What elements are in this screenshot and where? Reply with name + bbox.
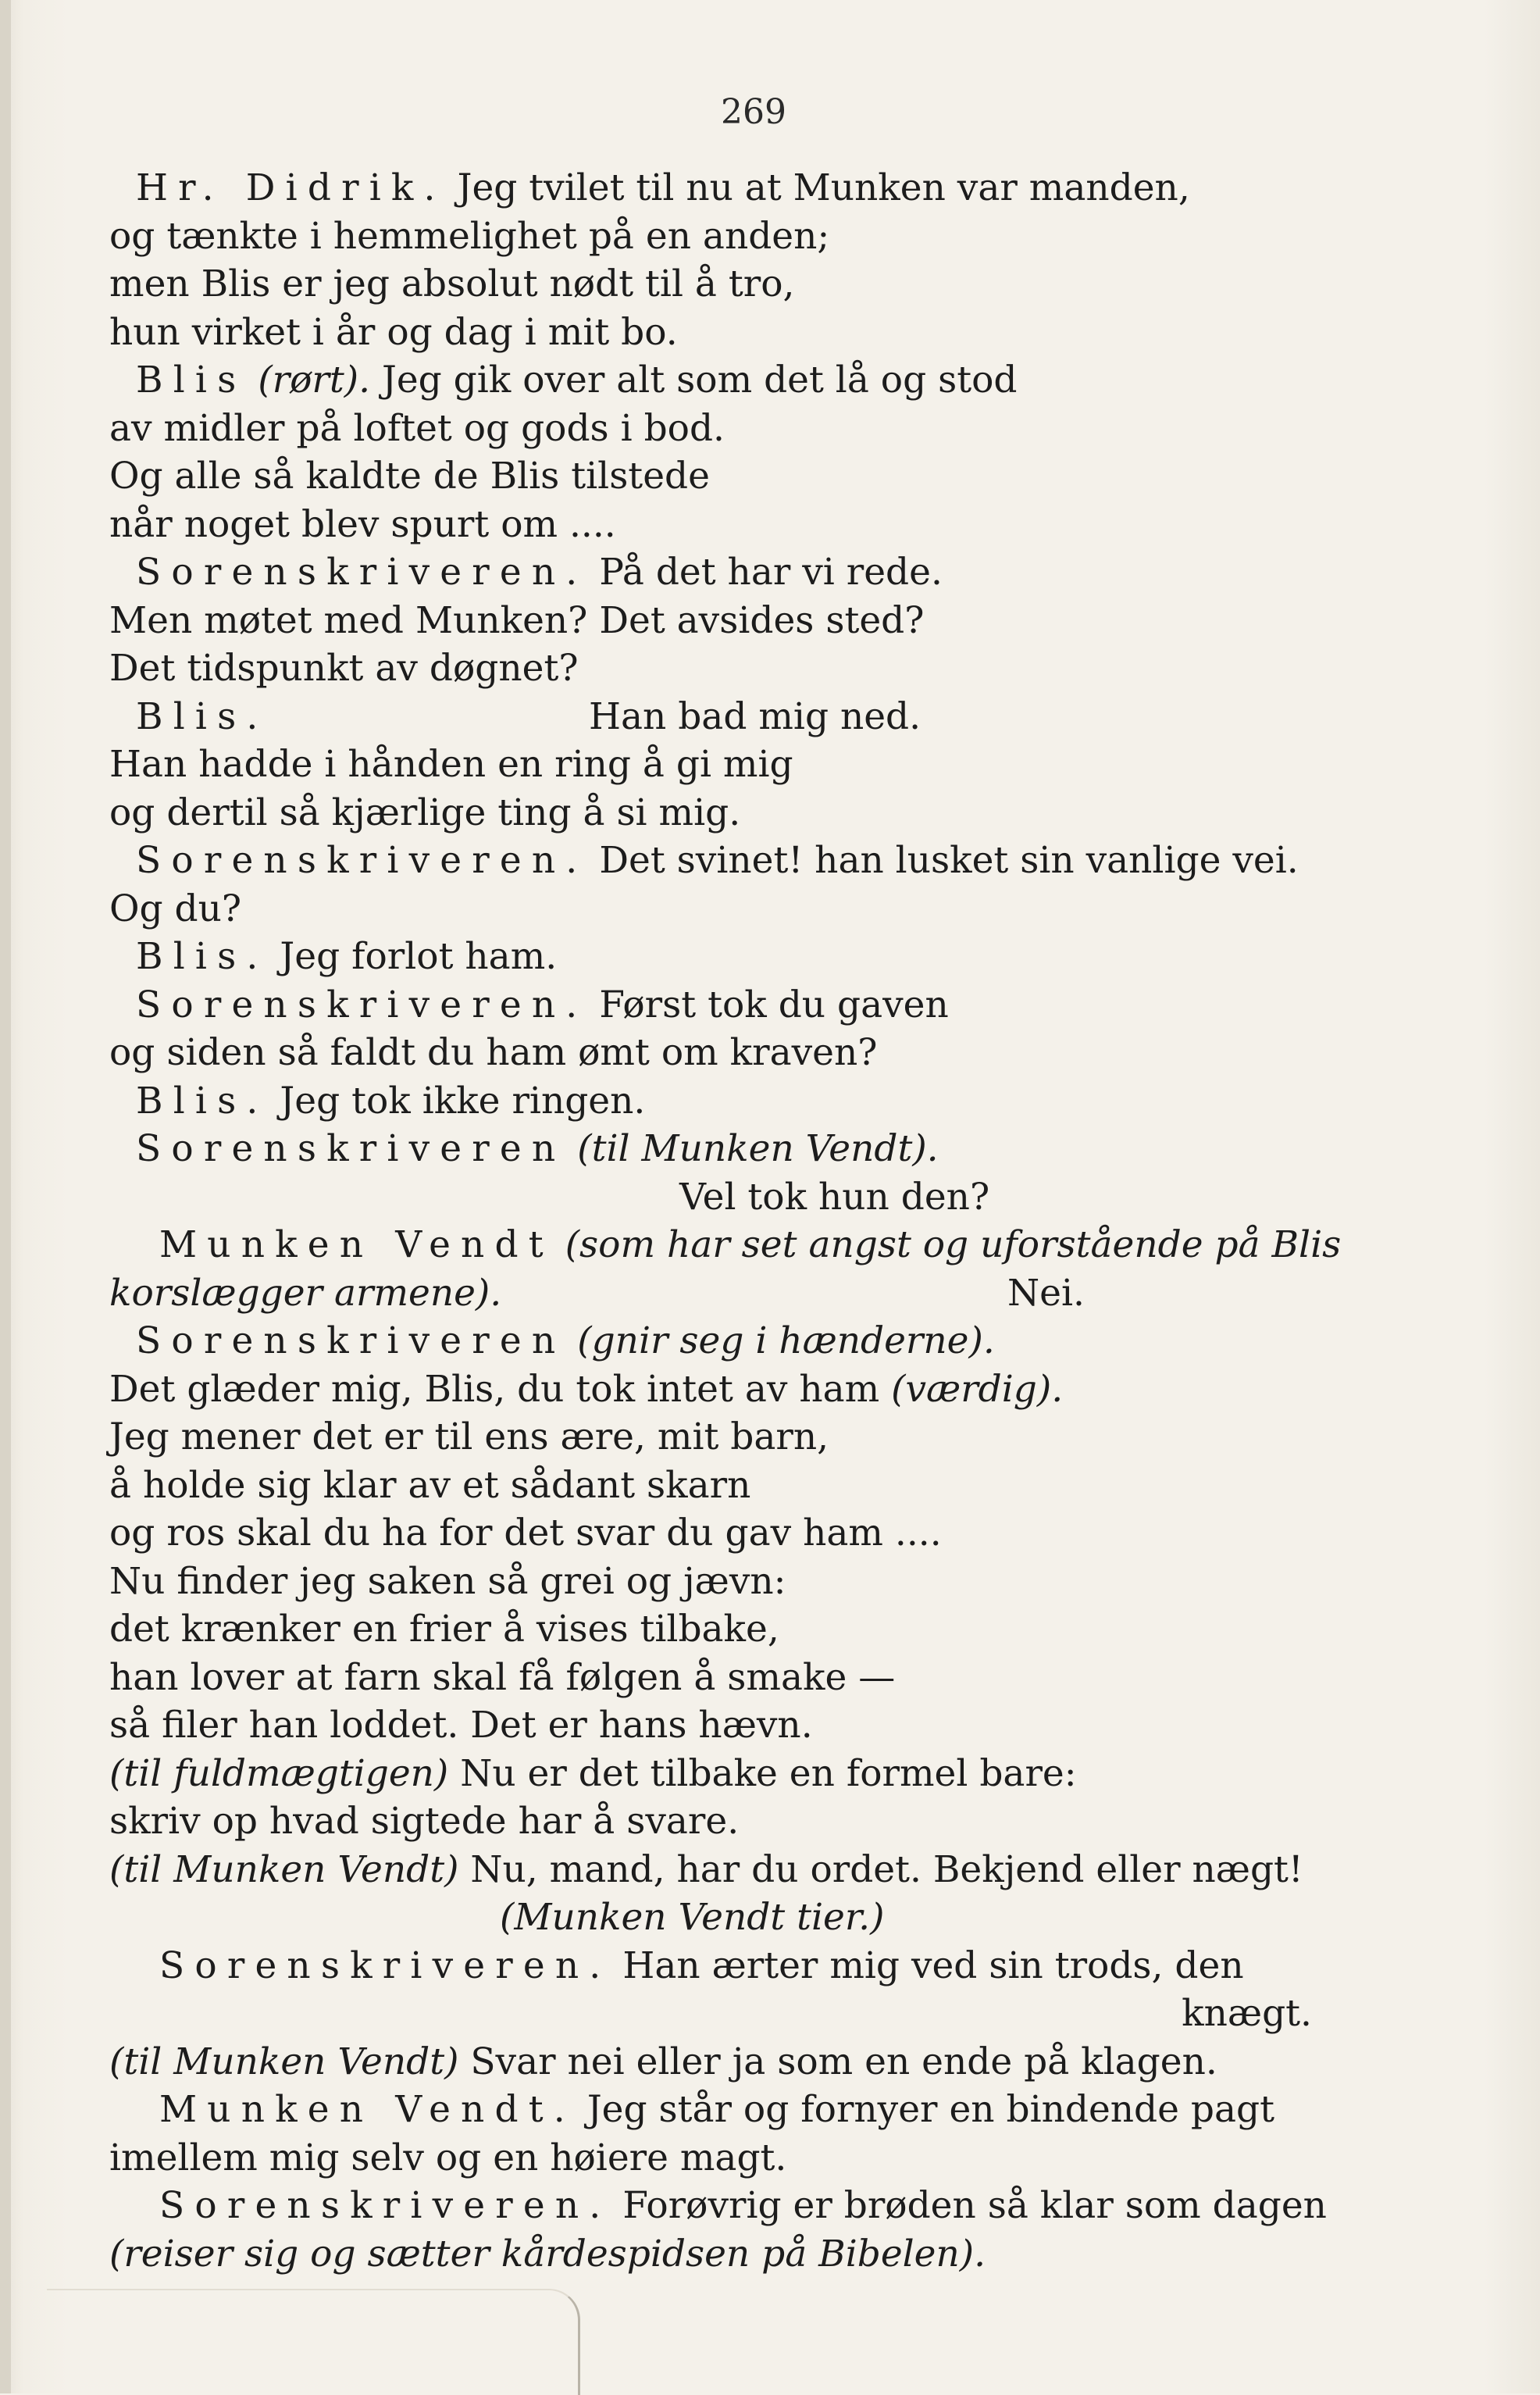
text-line: [109, 1173, 1328, 1222]
text-line: [109, 260, 1328, 309]
line-text: Han hadde i hånden en ring å gi mig: [109, 743, 793, 786]
text-line: [109, 1269, 1328, 1318]
stage-direction: (Munken Vendt tier.): [500, 1896, 885, 1939]
speaker-name: Blis.: [136, 1079, 269, 1123]
text-line: [109, 1846, 1328, 1894]
line-text: Nei.: [1007, 1271, 1085, 1315]
text-line: [109, 1701, 1328, 1750]
text-line: [109, 212, 1328, 261]
line-text: Jeg tok ikke ringen.: [268, 1079, 646, 1123]
line-text: og tænkte i hemmelighet på en anden;: [109, 214, 830, 258]
text-line: [109, 837, 1328, 885]
line-text: Først tok du gaven: [587, 983, 949, 1026]
text-line: [109, 1221, 1342, 1269]
speaker-name: Sorenskriveren: [136, 1319, 566, 1362]
line-text: og siden så faldt du ham ømt om kraven?: [109, 1031, 878, 1074]
stage-direction: (til fuldmægtigen): [109, 1751, 449, 1795]
line-text: Nu finder jeg saken så grei og jævn:: [109, 1559, 786, 1603]
text-line: [109, 1894, 1328, 1942]
line-text: og dertil så kjærlige ting å si mig.: [109, 791, 741, 834]
speaker-name: Blis.: [136, 694, 269, 738]
line-text: Og alle så kaldte de Blis tilstede: [109, 455, 710, 498]
text-line: [109, 2230, 1328, 2279]
text-line: [109, 2038, 1328, 2086]
line-text: Det tidspunkt av døgnet?: [109, 647, 579, 690]
line-text: når noget blev spurt om ....: [109, 502, 616, 546]
text-line: [109, 933, 1328, 981]
text-line: [109, 789, 1328, 837]
line-text: hun virket i år og dag i mit bo.: [109, 310, 678, 354]
text-line: [109, 548, 1328, 597]
text-line: [109, 1077, 1328, 1126]
speaker-name: Sorenskriveren.: [159, 2184, 611, 2227]
line-text: Han bad mig ned.: [589, 694, 922, 738]
text-line: [109, 1605, 1328, 1654]
line-text: så filer han loddet. Det er hans hævn.: [109, 1704, 813, 1747]
line-text: Nu er det tilbake en formel bare:: [448, 1751, 1077, 1795]
text-line: [109, 356, 1328, 405]
stage-direction: (gnir seg i hænderne).: [565, 1319, 995, 1362]
line-text: av midler på loftet og gods i bod.: [109, 406, 725, 450]
line-text: Vel tok hun den?: [679, 1175, 990, 1219]
text-line: [109, 501, 1328, 549]
text-line: [109, 885, 1328, 933]
speaker-name: Sorenskriveren.: [159, 1943, 611, 1987]
stage-direction: (rørt).: [246, 359, 371, 402]
line-text: Forøvrig er brøden så klar som dagen: [611, 2184, 1327, 2227]
stage-direction: (til Munken Vendt).: [565, 1127, 939, 1170]
text-line: [109, 1942, 1328, 1990]
play-text: [109, 164, 1342, 2278]
line-text: imellem mig selv og en høiere magt.: [109, 2136, 787, 2179]
text-line: [109, 1797, 1328, 1846]
speaker-name: Sorenskriveren.: [136, 551, 588, 594]
stage-direction: (reiser sig og sætter kårdespidsen på Bibelen).: [109, 2232, 986, 2275]
line-text: men Blis er jeg absolut nødt til å tro,: [109, 262, 795, 305]
line-text: Jeg står og fornyer en bindende pagt: [575, 2088, 1274, 2131]
speaker-name: Hr. Didrik.: [136, 166, 446, 209]
text-line: [109, 1413, 1328, 1462]
line-text: skriv op hvad sigtede har å svare.: [109, 1800, 740, 1843]
line-text: Nu, mand, har du ordet. Bekjend eller nægt!: [458, 1847, 1303, 1891]
text-line: [109, 1125, 1328, 1173]
line-text: knægt.: [1182, 1992, 1312, 2035]
text-line: [109, 309, 1328, 357]
text-line: [109, 644, 1328, 693]
line-text: Jeg forlot ham.: [268, 935, 558, 978]
text-line: [109, 1509, 1328, 1558]
speaker-name: Munken Vendt.: [159, 2088, 576, 2131]
line-text: han lover at farn skal få følgen å smake —: [109, 1655, 896, 1699]
text-line: [109, 1654, 1328, 1702]
stage-direction: korslægger armene).: [109, 1271, 502, 1315]
text-line: [109, 1029, 1328, 1077]
text-line: [109, 981, 1328, 1030]
line-text: Jeg mener det er til ens ære, mit barn,: [109, 1415, 829, 1458]
page-corner-mark: [47, 2289, 580, 2395]
speaker-name: Sorenskriveren.: [136, 839, 588, 882]
speaker-name: Munken Vendt: [159, 1223, 554, 1266]
line-text: det krænker en frier å vises tilbake,: [109, 1608, 779, 1651]
speaker-name: Blis.: [136, 935, 269, 978]
text-line: [109, 2182, 1328, 2230]
text-line: [109, 452, 1328, 501]
text-line: [109, 405, 1328, 453]
text-line: [109, 693, 1328, 741]
line-text: Og du?: [109, 887, 242, 930]
line-text: Men møtet med Munken? Det avsides sted?: [109, 598, 925, 642]
text-line: [109, 597, 1328, 645]
page-number: 269: [721, 92, 786, 132]
line-text: Svar nei eller ja som en ende på klagen.: [458, 2040, 1217, 2083]
line-text: og ros skal du ha for det svar du gav ham ....: [109, 1512, 942, 1554]
text-line: [109, 2134, 1328, 2183]
line-text: Det glæder mig, Blis, du tok intet av ham: [109, 1367, 880, 1411]
stage-direction: (værdig).: [879, 1367, 1064, 1411]
line-text: å holde sig klar av et sådant skarn: [109, 1463, 751, 1507]
speaker-name: Blis: [136, 359, 247, 402]
line-text: Han ærter mig ved sin trods, den: [611, 1943, 1244, 1987]
text-line: [109, 164, 1328, 212]
speaker-name: Sorenskriveren: [136, 1127, 566, 1170]
stage-direction: (til Munken Vendt): [109, 1847, 459, 1891]
line-text: Det svinet! han lusket sin vanlige vei.: [587, 839, 1299, 882]
stage-direction: (til Munken Vendt): [109, 2040, 459, 2083]
text-line: [109, 1317, 1328, 1365]
line-text: Jeg tvilet til nu at Munken var manden,: [445, 166, 1190, 209]
page-gutter-shadow: [0, 0, 11, 2393]
line-text: På det har vi rede.: [587, 551, 943, 594]
text-line: [109, 1365, 1328, 1414]
speaker-name: Sorenskriveren.: [136, 983, 588, 1026]
text-line: [109, 1750, 1328, 1798]
text-line: [109, 1558, 1328, 1606]
stage-direction: (som har set angst og uforstående på Blis: [553, 1223, 1342, 1266]
text-line: [109, 1990, 1328, 2038]
text-line: [109, 741, 1328, 789]
text-line: [109, 1462, 1328, 1510]
line-text: Jeg gik over alt som det lå og stod: [370, 359, 1018, 402]
text-line: [109, 2086, 1328, 2134]
